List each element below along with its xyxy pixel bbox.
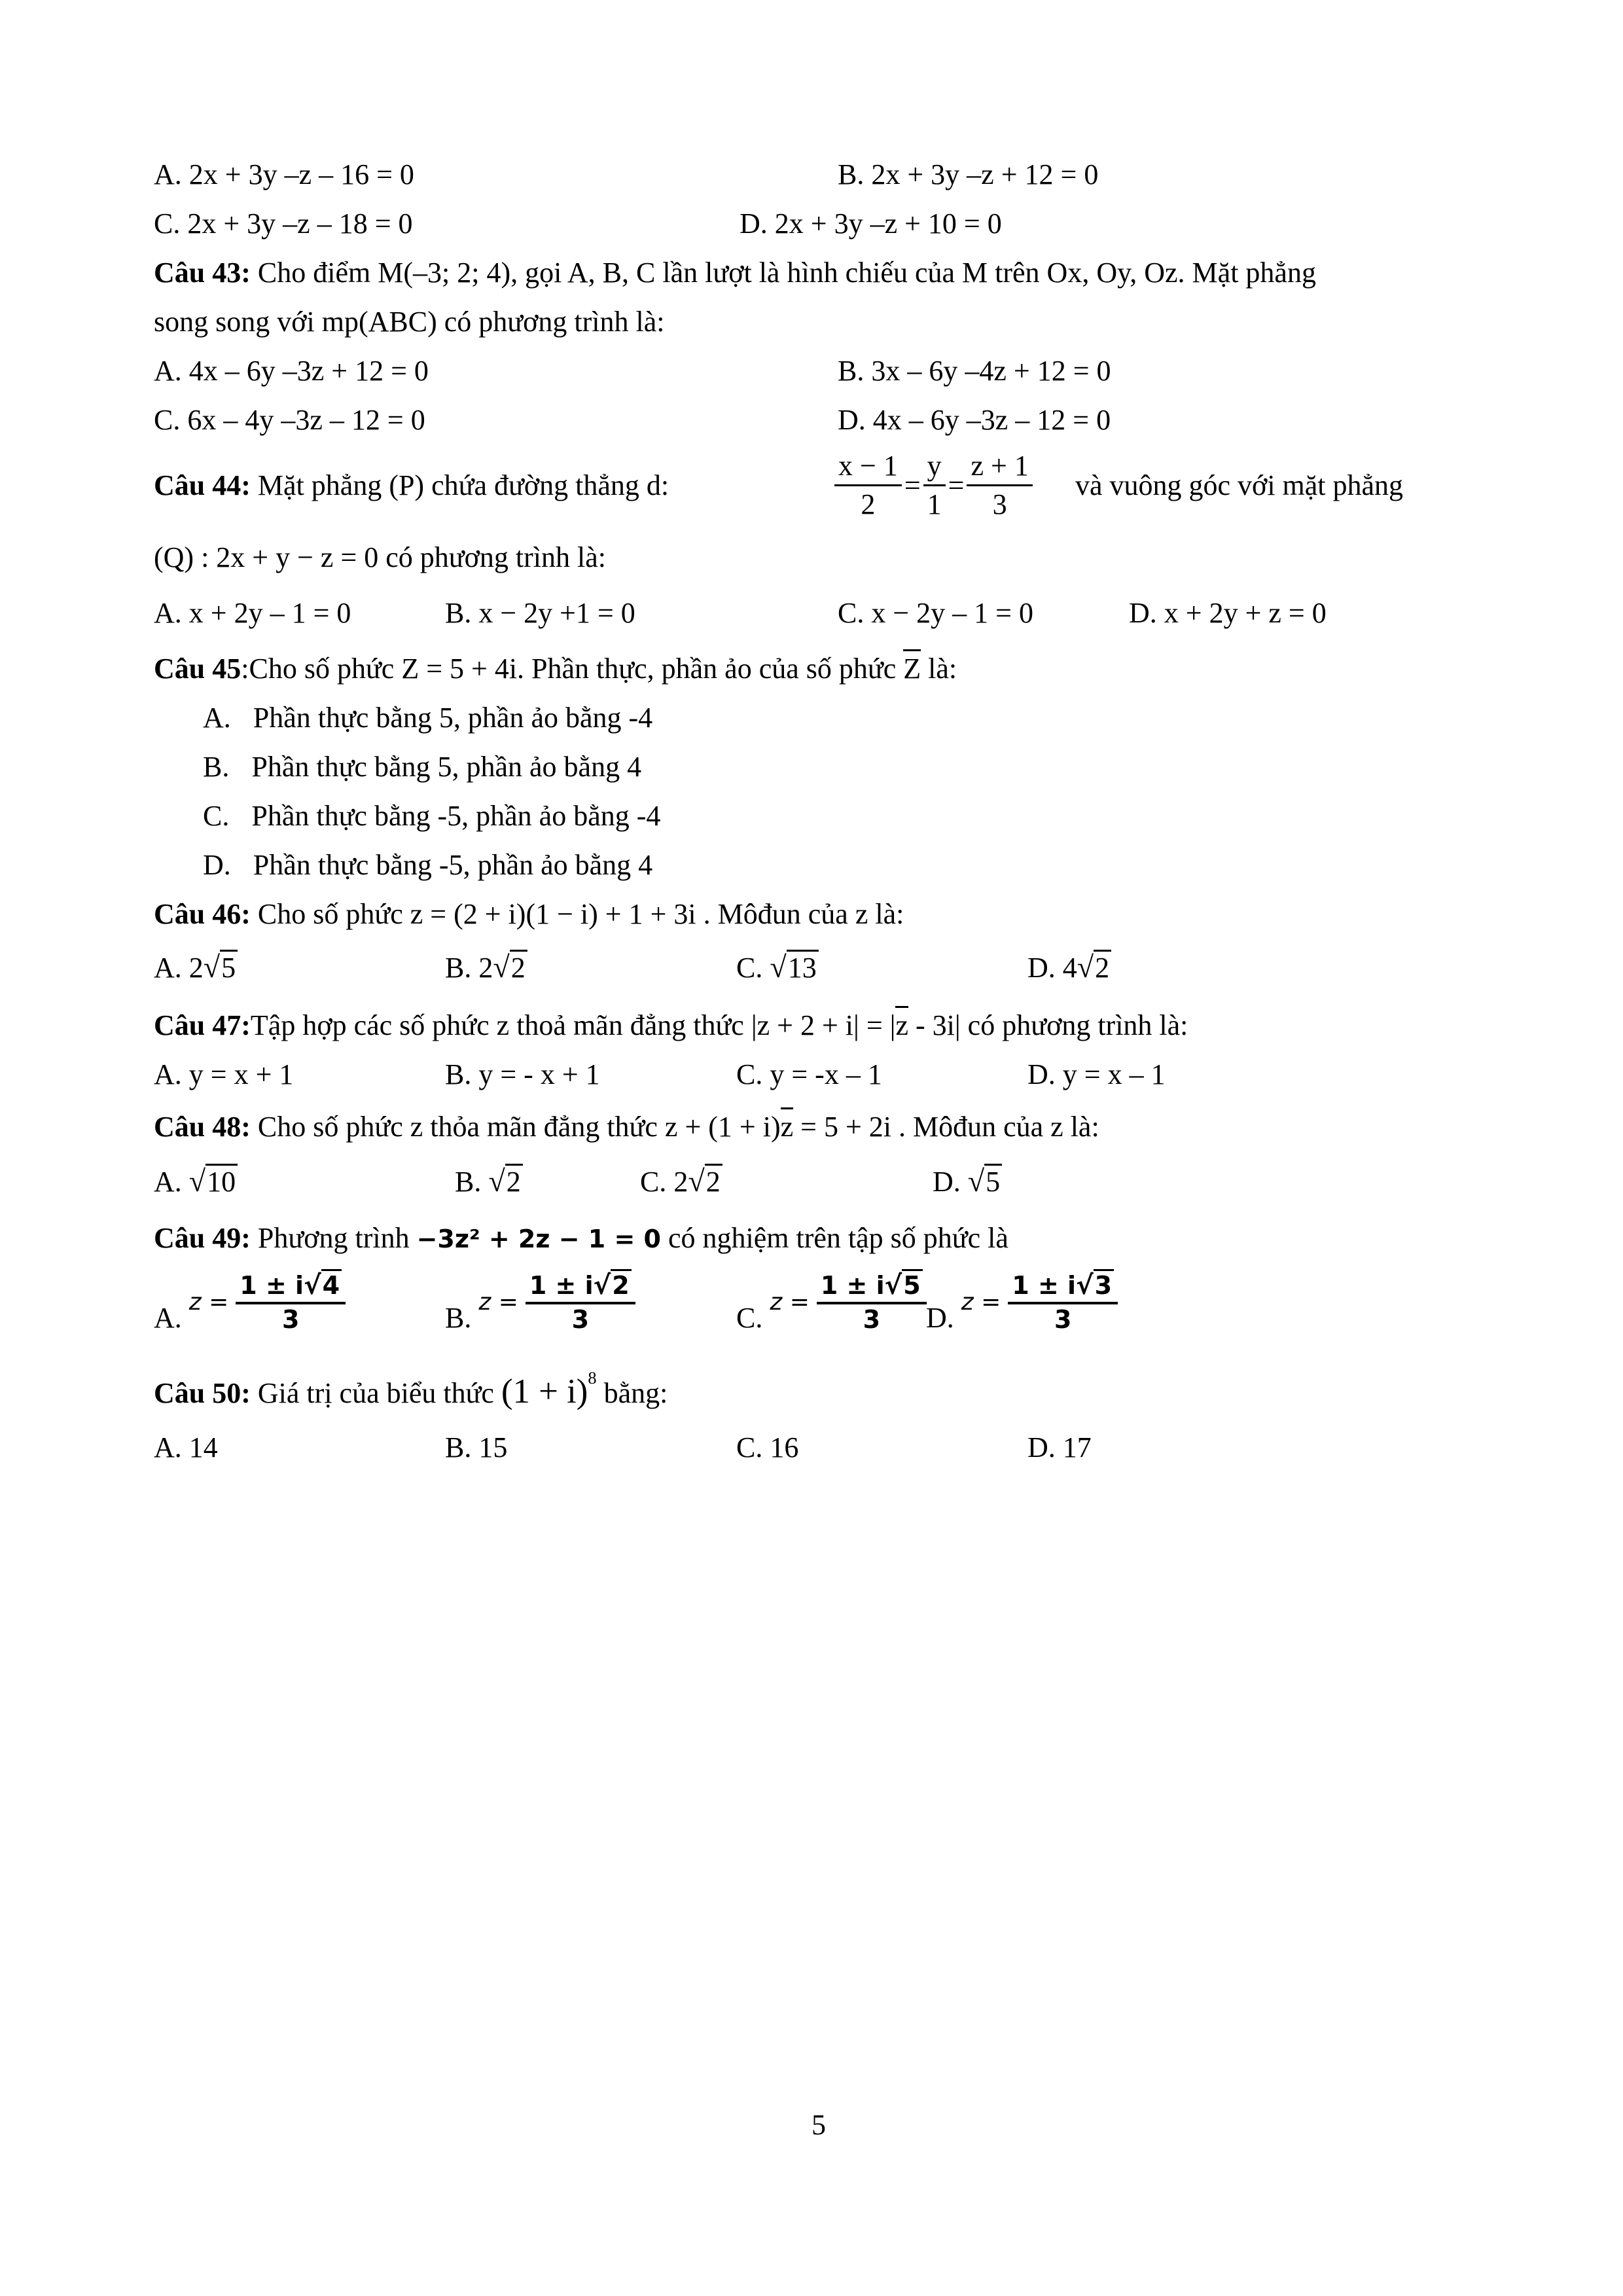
q42-option-d: D. 2x + 3y –z + 10 = 0 (740, 207, 1002, 240)
q50-option-c: C. 16 (736, 1431, 799, 1463)
q44-frac-y: $\frac{y}{1}$ (923, 452, 946, 519)
q50-label: Câu 50: (154, 1377, 251, 1409)
q43-text-line1: Cho điểm M(–3; 2; 4), gọi A, B, C lần lượt là hình chiếu của M trên Ox, Oy, Oz. Mặt phẳng (250, 257, 1316, 289)
q49-frac-d: $\frac{1 \pm i√3}{3}$ (1008, 1273, 1118, 1332)
q44-frac-x: $\frac{x - 1}{2}$ (834, 452, 902, 519)
q43-text-line2: song song với mp(ABC) có phương trình là: (154, 306, 665, 338)
q47-option-b: B. y = - x + 1 (445, 1058, 600, 1090)
q48-label: Câu 48: (154, 1111, 251, 1143)
q45-option-d: D. Phần thực bằng -5, phần ảo bằng 4 (203, 849, 653, 881)
q49-option-d: D. z = $\frac{1 \pm i√3}{3}$ (926, 1273, 1118, 1333)
q46-option-c: C. √13 (736, 952, 819, 982)
q48-option-d: D. √5 (933, 1166, 1002, 1196)
q45-option-a: A. Phần thực bằng 5, phần ảo bằng -4 (203, 702, 653, 734)
q46-text: Cho số phức z = (2 + i)(1 − i) + 1 + 3i . Môđun của z là: (250, 898, 904, 930)
q46-option-b: B. 2√2 (445, 952, 527, 982)
sqrt-symbol: √2 (493, 952, 527, 982)
q45-option-c: C. Phần thực bằng -5, phần ảo bằng -4 (203, 800, 661, 832)
q43-line1 (154, 259, 1495, 287)
q45-label: Câu 45 (154, 653, 241, 685)
q44-option-b: B. x − 2y +1 = 0 (445, 597, 635, 629)
q47-line (154, 1011, 1188, 1040)
q42-option-c: C. 2x + 3y –z – 18 = 0 (154, 207, 413, 240)
q50-option-b: B. 15 (445, 1431, 508, 1463)
q48-text-end: = 5 + 2i . Môđun của z là: (793, 1111, 1099, 1143)
q44-text-line2-end: có phương trình là: (378, 541, 607, 573)
q43-label: Câu 43: (154, 257, 251, 289)
q46-line (154, 900, 904, 929)
q44-text-after: và vuông góc với mặt phẳng (1075, 469, 1404, 501)
q47-zbar: z (895, 1006, 908, 1041)
q42-option-b: B. 2x + 3y –z + 12 = 0 (838, 158, 1099, 190)
q47-option-d: D. y = x – 1 (1027, 1058, 1166, 1090)
q47-option-a: A. y = x + 1 (154, 1058, 294, 1090)
q47-text: Tập hợp các số phức z thoả mãn đẳng thức |z + 2 + i| = | (250, 1009, 896, 1041)
sqrt-symbol: √2 (488, 1166, 522, 1196)
q47-label: Câu 47: (154, 1009, 251, 1041)
sqrt-symbol: √5 (204, 952, 238, 982)
q48-text: Cho số phức z thỏa mãn đẳng thức z + (1 + i) (250, 1111, 781, 1143)
q49-line (154, 1224, 1008, 1253)
q49-frac-b: $\frac{1 \pm i√2}{3}$ (526, 1273, 635, 1332)
q48-line (154, 1113, 1099, 1141)
q45-option-b: B. Phần thực bằng 5, phần ảo bằng 4 (203, 751, 642, 783)
q50-line (154, 1367, 668, 1410)
q49-option-a: A. z = $\frac{1 \pm i√4}{3}$ (154, 1273, 346, 1333)
q48-option-b: B. √2 (455, 1166, 523, 1196)
q49-option-b: B. z = $\frac{1 \pm i√2}{3}$ (445, 1273, 635, 1333)
q48-zbar: z (781, 1107, 794, 1143)
q50-text-end: bằng: (596, 1377, 668, 1409)
q44-label: Câu 44: (154, 469, 251, 501)
q44-option-c: C. x − 2y – 1 = 0 (838, 597, 1033, 629)
sqrt-symbol: √5 (968, 1166, 1002, 1196)
q43-option-c: C. 6x – 4y –3z – 12 = 0 (154, 404, 425, 436)
q49-label: Câu 49: (154, 1222, 251, 1254)
q44-plane: (Q) : 2x + y − z = 0 (154, 541, 379, 573)
sqrt-symbol: √10 (189, 1166, 238, 1196)
q46-option-a: A. 2√5 (154, 952, 238, 982)
q49-option-c: C. z = $\frac{1 \pm i√5}{3}$ (736, 1273, 927, 1333)
q43-option-d: D. 4x – 6y –3z – 12 = 0 (838, 404, 1111, 436)
q50-text: Giá trị của biểu thức (250, 1377, 501, 1409)
q47-text-end: - 3i| có phương trình là: (908, 1009, 1188, 1041)
q46-option-d: D. 4√2 (1027, 952, 1111, 982)
sqrt-symbol: √13 (770, 952, 818, 982)
q50-option-d: D. 17 (1027, 1431, 1092, 1463)
q43-option-a: A. 4x – 6y –3z + 12 = 0 (154, 355, 429, 387)
q50-expr: (1 + i) (501, 1372, 588, 1410)
q44-line-equation: $\frac{x - 1}{2}$ = $\frac{y}{1}$ = $\frac{z + 1}{3}$ (834, 452, 1033, 519)
q44-option-d: D. x + 2y + z = 0 (1129, 597, 1327, 629)
q45-zbar: Z (903, 649, 921, 685)
q45-text: :Cho số phức Z = 5 + 4i. Phần thực, phần ảo của số phức (241, 653, 904, 685)
q49-frac-a: $\frac{1 \pm i√4}{3}$ (236, 1273, 346, 1332)
q49-equation: −3z² + 2z − 1 = 0 (416, 1225, 661, 1253)
q50-exp: 8 (588, 1367, 597, 1388)
q43-option-b: B. 3x – 6y –4z + 12 = 0 (838, 355, 1111, 387)
page-number: 5 (812, 2109, 826, 2141)
sqrt-symbol: √2 (688, 1166, 722, 1196)
q48-option-a: A. √10 (154, 1166, 238, 1196)
sqrt-symbol: √2 (1077, 952, 1111, 982)
q49-text: Phương trình (250, 1222, 417, 1254)
q45-text-end: là: (921, 653, 957, 685)
q44-option-a: A. x + 2y – 1 = 0 (154, 597, 351, 629)
q45-line (154, 655, 957, 683)
q48-option-c: C. 2√2 (640, 1166, 722, 1196)
q47-option-c: C. y = -x – 1 (736, 1058, 882, 1090)
q44-line2 (154, 543, 606, 572)
q44-line1 (154, 471, 669, 500)
q44-frac-z: $\frac{z + 1}{3}$ (967, 452, 1032, 519)
q42-option-a: A. 2x + 3y –z – 16 = 0 (154, 158, 414, 190)
q46-label: Câu 46: (154, 898, 251, 930)
q49-frac-c: $\frac{1 \pm i√5}{3}$ (817, 1273, 927, 1332)
q50-option-a: A. 14 (154, 1431, 218, 1463)
q44-text-before: Mặt phẳng (P) chứa đường thẳng d: (250, 469, 669, 501)
q49-text-end: có nghiệm trên tập số phức là (660, 1222, 1008, 1254)
